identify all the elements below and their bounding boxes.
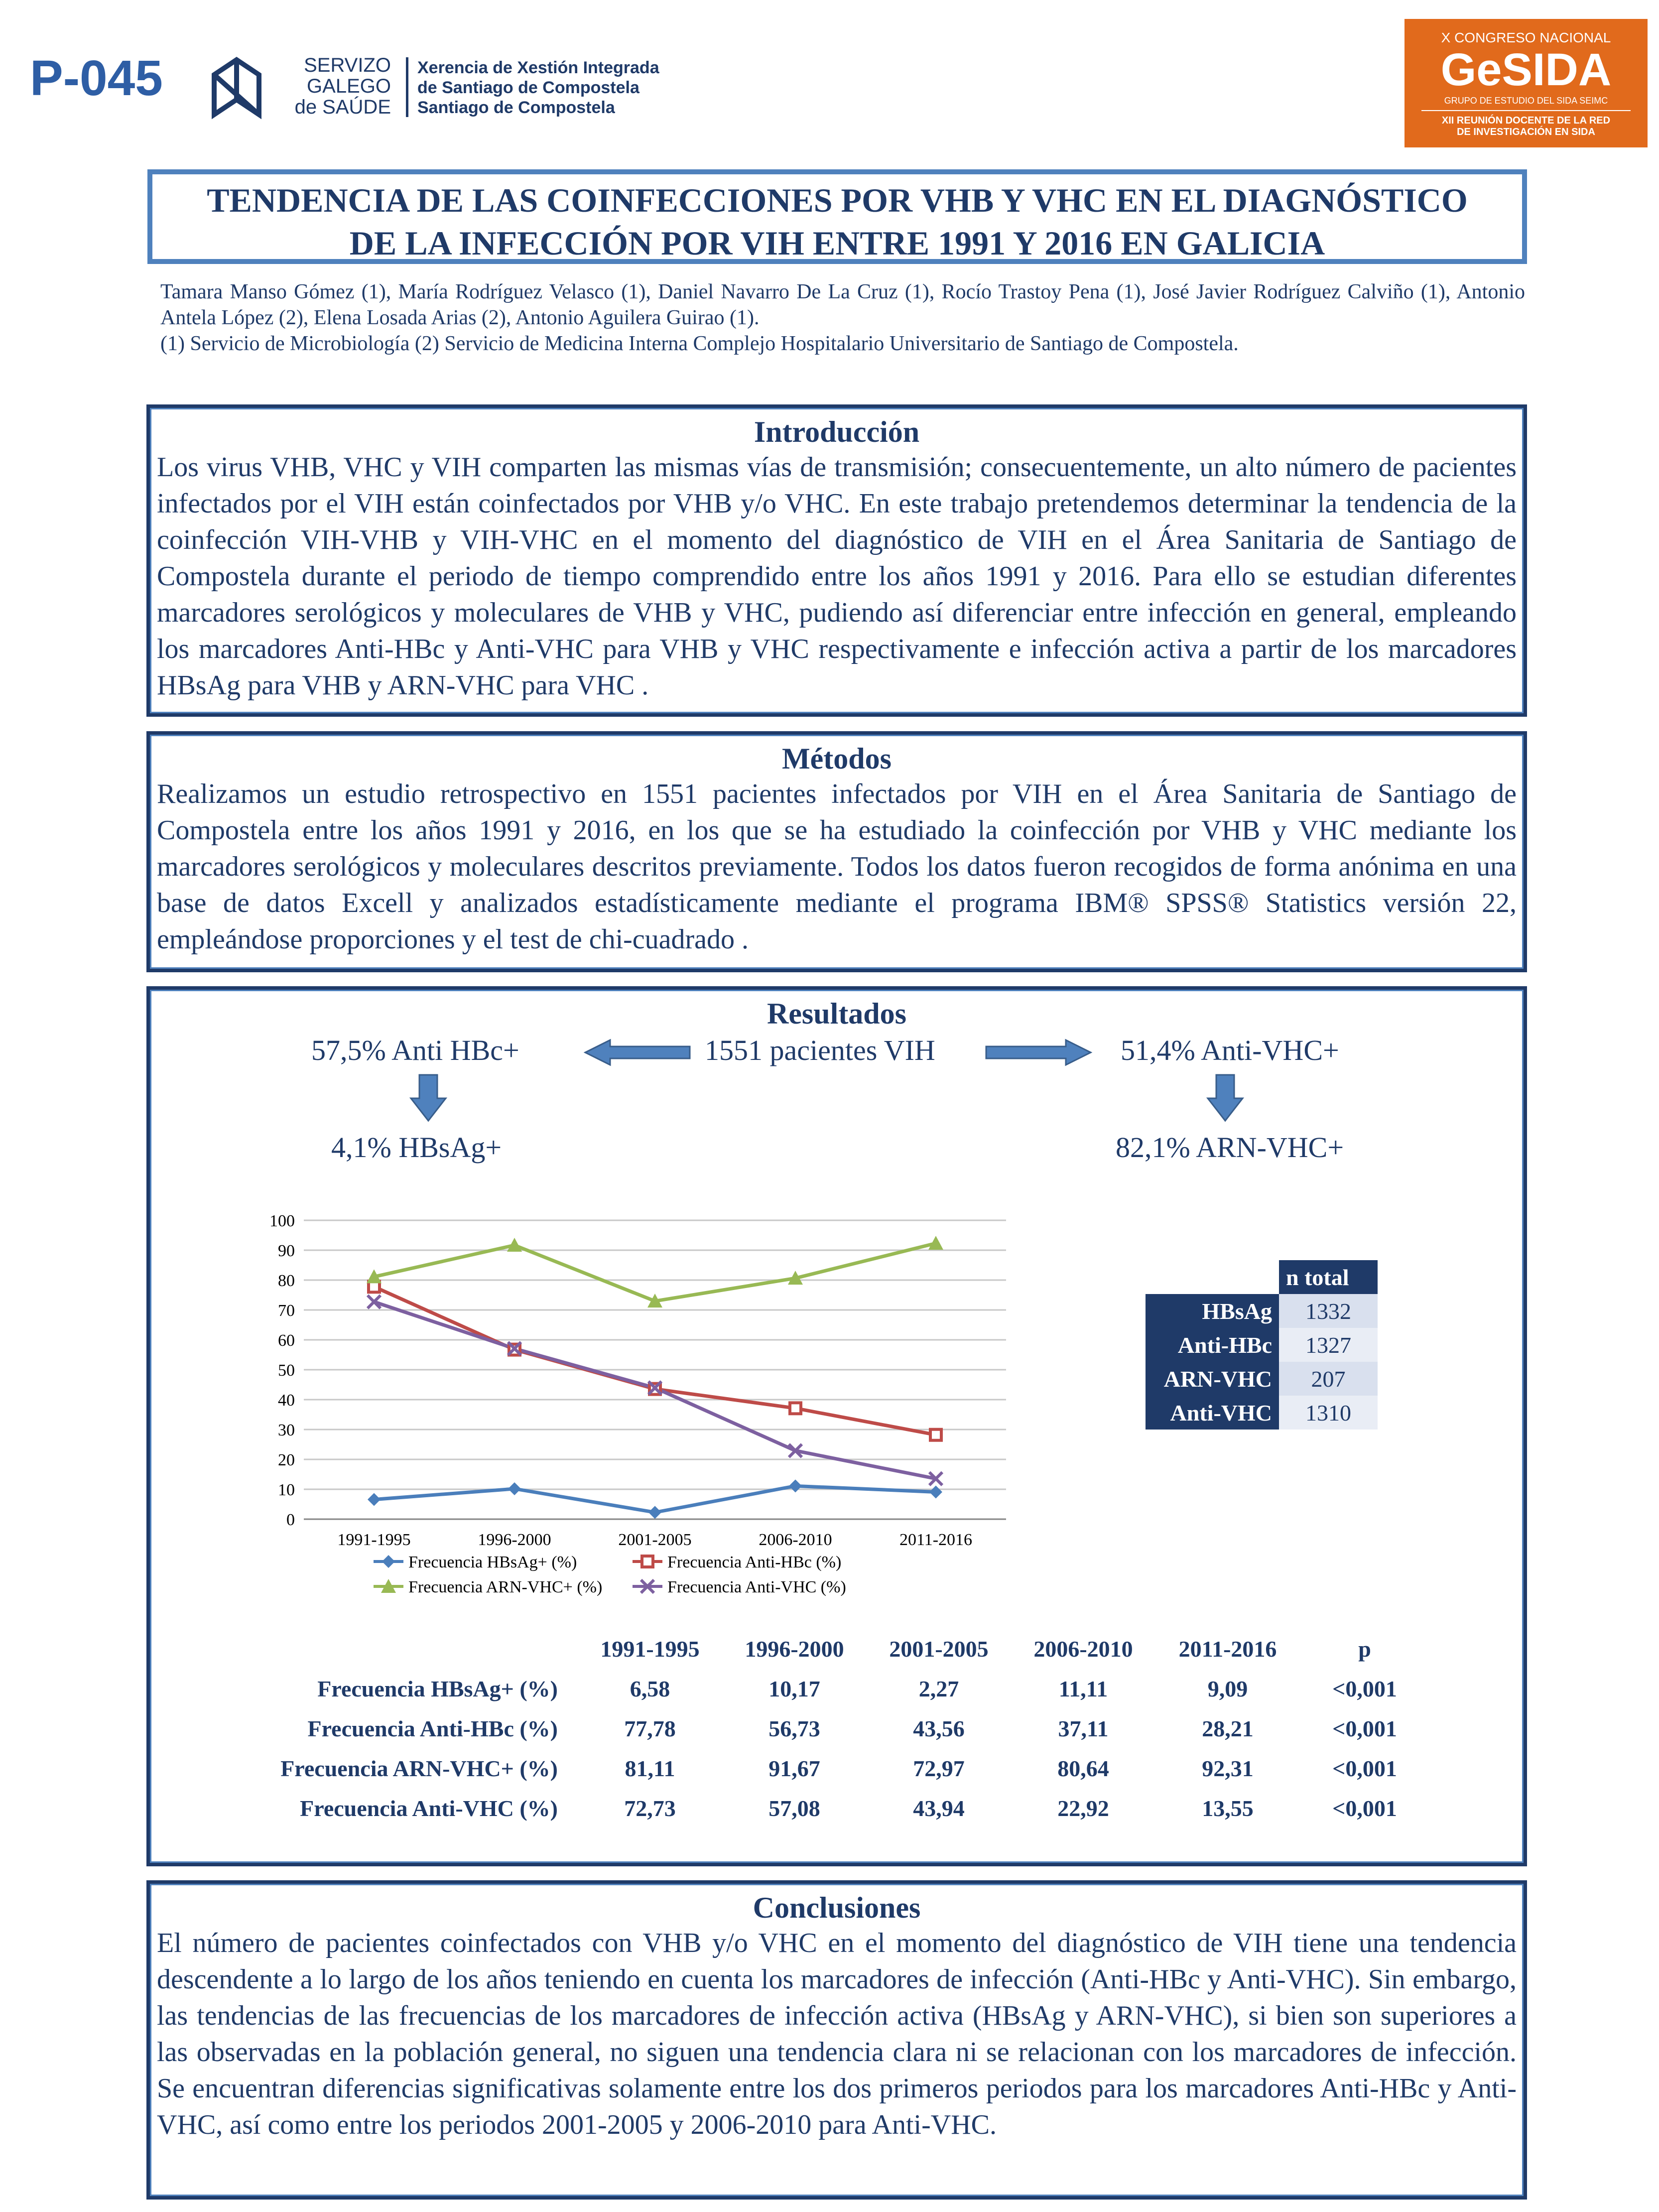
x-tick-label: 2006-2010: [759, 1531, 832, 1549]
n-table-value: 1327: [1279, 1328, 1378, 1362]
chart-legend: [374, 1553, 846, 1596]
n-total-header: n total: [1279, 1260, 1378, 1294]
freq-cell: 9,09: [1207, 1676, 1248, 1701]
coinfection-line-chart: [249, 1195, 1036, 1624]
freq-cell: 2,27: [918, 1676, 959, 1701]
intro-title: Introducción: [754, 415, 920, 448]
n-table-label: ARN-VHC: [1146, 1362, 1279, 1396]
n-table-row: [1146, 1328, 1378, 1362]
freq-row-label: Frecuencia HBsAg+ (%): [317, 1676, 558, 1701]
conclusions-text: El número de pacientes coinfectados con VHB y/o VHC en el momento del diagnóstico de VIH tiene una tendencia descendente a lo largo de los años teniendo en cuenta los marcadores de infección (Anti-HBc y Anti-VHC). Sin embargo, las tendencias de las frecuencias de los marcadores de infección activa (HBsAg y ARN-VHC), si bien son superiores a las observadas en la población general, no siguen una tendencia clara ni se relacionan con los marcadores de infección. Se encuentran diferencias significativas solamente entre los dos primeros periodos para los marcadores Anti-HBc y Anti-VHC, así como entre los periodos 2001-2005 y 2006-2010 para Anti-VHC.: [157, 1928, 1517, 2140]
results-anti-vhc: 51,4% Anti-VHC+: [1121, 1034, 1339, 1066]
freq-col-header: 2011-2016: [1178, 1636, 1277, 1662]
freq-cell: <0,001: [1332, 1715, 1397, 1741]
chart-markers: [367, 1236, 943, 1519]
freq-cell: 56,73: [768, 1715, 820, 1741]
x-tick-label: 1996-2000: [478, 1531, 551, 1549]
freq-col-header: 2001-2005: [889, 1636, 989, 1662]
y-tick-label: 40: [278, 1391, 295, 1410]
freq-cell: 13,55: [1202, 1795, 1254, 1821]
logo-line-3: de SAÚDE: [294, 96, 391, 118]
freq-col-header: p: [1358, 1636, 1371, 1662]
data-point: [929, 1485, 942, 1498]
methods-text: Realizamos un estudio retrospectivo en 1551 pacientes infectados por VIH en el Área Sanitaria de Santiago de Compostela entre los años 1991 y 2016, en los que se ha estudiado la coinfección por VHB y VHC mediante los marcadores serológicos y moleculares descritos previamente. Todos los datos fueron recogidos de forma anónima en una base de datos Excell y analizados estadísticamente mediante el programa IBM® SPSS® Statistics versión 22, empleándose proporciones y el test de chi-cuadrado .: [157, 779, 1517, 955]
authors: Tamara Manso Gómez (1), María Rodríguez Velasco (1), Daniel Navarro De La Cruz (1), Rocío Trastoy Pena (1), José Javier Rodríguez Calviño (1), Antonio Antela López (2), Elena Losada Arias (2), Antonio Aguilera Guirao (1).: [160, 280, 1525, 329]
congress-name: GeSIDA: [1440, 44, 1612, 95]
y-tick-label: 90: [278, 1242, 295, 1260]
freq-cell: 80,64: [1057, 1755, 1109, 1781]
freq-cell: 22,92: [1057, 1795, 1109, 1821]
institution-line-2: de Santiago de Compostela: [417, 78, 639, 97]
n-table-label: Anti-VHC: [1146, 1396, 1279, 1430]
freq-cell: <0,001: [1332, 1755, 1397, 1781]
frequency-table-row: [229, 1708, 1429, 1748]
data-point: [789, 1479, 802, 1492]
freq-cell: 72,97: [913, 1755, 965, 1781]
logo-line-1: SERVIZO: [304, 54, 391, 76]
freq-cell: 11,11: [1058, 1676, 1108, 1701]
y-tick-label: 60: [278, 1331, 295, 1350]
x-tick-label: 1991-1995: [337, 1531, 411, 1549]
freq-cell: <0,001: [1332, 1676, 1397, 1701]
title-line-1: TENDENCIA DE LAS COINFECCIONES POR VHB Y VHC EN EL DIAGNÓSTICO: [207, 181, 1468, 219]
logo-divider: [406, 57, 408, 117]
n-table-label: Anti-HBc: [1146, 1328, 1279, 1362]
legend-marker: [642, 1556, 653, 1567]
y-tick-label: 10: [278, 1481, 295, 1499]
x-tick-label: 2001-2005: [618, 1531, 692, 1549]
sergas-logo-icon: [209, 55, 284, 120]
legend-label: Frecuencia Anti-HBc (%): [667, 1553, 842, 1571]
freq-cell: 10,17: [768, 1676, 820, 1701]
results-anti-hbc: 57,5% Anti HBc+: [311, 1034, 519, 1066]
y-tick-label: 80: [278, 1272, 295, 1290]
freq-cell: 37,11: [1058, 1715, 1109, 1741]
legend-label: Frecuencia ARN-VHC+ (%): [408, 1578, 603, 1596]
intro-box: [146, 404, 1527, 717]
frequency-table-row: [229, 1748, 1429, 1788]
freq-cell: 28,21: [1202, 1715, 1254, 1741]
y-tick-label: 0: [286, 1511, 295, 1529]
poster-id: P-045: [30, 50, 163, 106]
poster-title: [151, 179, 1524, 264]
arrow-right-icon: [984, 1038, 1093, 1067]
n-table-row: [1146, 1362, 1378, 1396]
freq-cell: 81,11: [625, 1755, 675, 1781]
freq-row-label: Frecuencia Anti-HBc (%): [307, 1715, 558, 1741]
logo-line-2: GALEGO: [307, 75, 391, 97]
congress-line-1: X CONGRESO NACIONAL: [1441, 30, 1611, 45]
results-arn-vhc: 82,1% ARN-VHC+: [1116, 1131, 1344, 1164]
institution-line-3: Santiago de Compostela: [417, 98, 615, 117]
data-point: [928, 1236, 943, 1250]
authors-block: [160, 279, 1525, 357]
y-tick-label: 20: [278, 1451, 295, 1469]
freq-cell: 72,73: [624, 1795, 676, 1821]
freq-row-label: Frecuencia ARN-VHC+ (%): [280, 1755, 558, 1781]
series-line: [374, 1243, 936, 1301]
frequency-table-header-row: [229, 1629, 1429, 1669]
arrow-left-icon: [583, 1038, 692, 1067]
results-hbsag: 4,1% HBsAg+: [331, 1131, 502, 1164]
institution-line-1: Xerencia de Xestión Integrada: [417, 58, 659, 77]
congress-logo: [1404, 19, 1648, 147]
freq-col-header: 2006-2010: [1033, 1636, 1133, 1662]
frequency-table-row: [229, 1788, 1429, 1828]
affiliations: (1) Servicio de Microbiología (2) Servicio de Medicina Interna Complejo Hospitalario Universitario de Santiago de Compostela.: [160, 332, 1239, 355]
data-point: [508, 1482, 521, 1495]
data-point: [368, 1493, 381, 1506]
n-table-value: 1310: [1279, 1396, 1378, 1430]
congress-line-4: XII REUNIÓN DOCENTE DE LA RED: [1441, 115, 1611, 126]
freq-col-header: 1991-1995: [600, 1636, 700, 1662]
x-tick-label: 2011-2016: [899, 1531, 973, 1549]
freq-cell: <0,001: [1332, 1795, 1397, 1821]
chart-series-lines: [374, 1243, 936, 1512]
data-point: [930, 1430, 941, 1440]
data-point: [648, 1506, 661, 1519]
arrow-down-right-icon: [1205, 1073, 1245, 1123]
results-title: Resultados: [766, 997, 907, 1030]
intro-text: Los virus VHB, VHC y VIH comparten las mismas vías de transmisión; consecuentemente, un alto número de pacientes infectados por el VIH están coinfectados por VHB y/o VHC. En este trabajo pretendemos determinar la tendencia de la coinfección VIH-VHB y VIH-VHC en el momento del diagnóstico de VIH en el Área Sanitaria de Santiago de Compostela durante el periodo de tiempo comprendido entre los años 1991 y 2016. Para ello se estudian diferentes marcadores serológicos y moleculares de VHB y VHC, pudiendo así diferenciar entre infección en general, empleando los marcadores Anti-HBc y Anti-VHC para VHB y VHC respectivamente e infección activa a partir de los marcadores HBsAg para VHB y ARN-VHC para VHC .: [157, 452, 1517, 701]
y-tick-label: 50: [278, 1361, 295, 1380]
freq-cell: 43,94: [913, 1795, 965, 1821]
n-table-row: [1146, 1396, 1378, 1430]
institution-logo: [209, 55, 707, 120]
chart-gridlines: [304, 1220, 1006, 1519]
conclusions-box: [146, 1880, 1527, 2200]
frequency-table: [229, 1629, 1429, 1828]
n-table-value: 207: [1279, 1362, 1378, 1396]
frequency-table-row: [229, 1669, 1429, 1708]
n-table-label: HBsAg: [1146, 1294, 1279, 1328]
n-total-table: [1146, 1260, 1378, 1430]
freq-cell: 6,58: [630, 1676, 670, 1701]
title-box: [147, 169, 1527, 264]
congress-line-3: GRUPO DE ESTUDIO DEL SIDA SEIMC: [1444, 96, 1608, 106]
y-tick-label: 30: [278, 1421, 295, 1439]
freq-cell: 92,31: [1202, 1755, 1254, 1781]
n-table-row: [1146, 1294, 1378, 1328]
freq-cell: 77,78: [624, 1715, 676, 1741]
methods-box: [146, 731, 1527, 972]
freq-row-label: Frecuencia Anti-VHC (%): [300, 1795, 558, 1821]
congress-divider: [1421, 110, 1631, 111]
results-center: 1551 pacientes VIH: [705, 1034, 935, 1066]
chart-y-ticks: [269, 1212, 295, 1529]
legend-marker: [382, 1555, 395, 1568]
y-tick-label: 100: [269, 1212, 295, 1230]
freq-col-header: 1996-2000: [745, 1636, 844, 1662]
congress-line-5: DE INVESTIGACIÓN EN SIDA: [1457, 127, 1595, 137]
freq-cell: 43,56: [913, 1715, 965, 1741]
series-line: [374, 1287, 936, 1434]
y-tick-label: 70: [278, 1301, 295, 1320]
freq-cell: 57,08: [768, 1795, 820, 1821]
methods-title: Métodos: [782, 742, 892, 775]
freq-cell: 91,67: [768, 1755, 820, 1781]
legend-label: Frecuencia HBsAg+ (%): [408, 1553, 577, 1571]
title-line-2: DE LA INFECCIÓN POR VIH ENTRE 1991 Y 2016 EN GALICIA: [349, 224, 1325, 262]
data-point: [790, 1403, 801, 1414]
n-table-value: 1332: [1279, 1294, 1378, 1328]
chart-x-ticks: [337, 1531, 972, 1549]
legend-label: Frecuencia Anti-VHC (%): [667, 1578, 846, 1596]
conclusions-title: Conclusiones: [753, 1891, 921, 1924]
arrow-down-left-icon: [408, 1073, 448, 1123]
